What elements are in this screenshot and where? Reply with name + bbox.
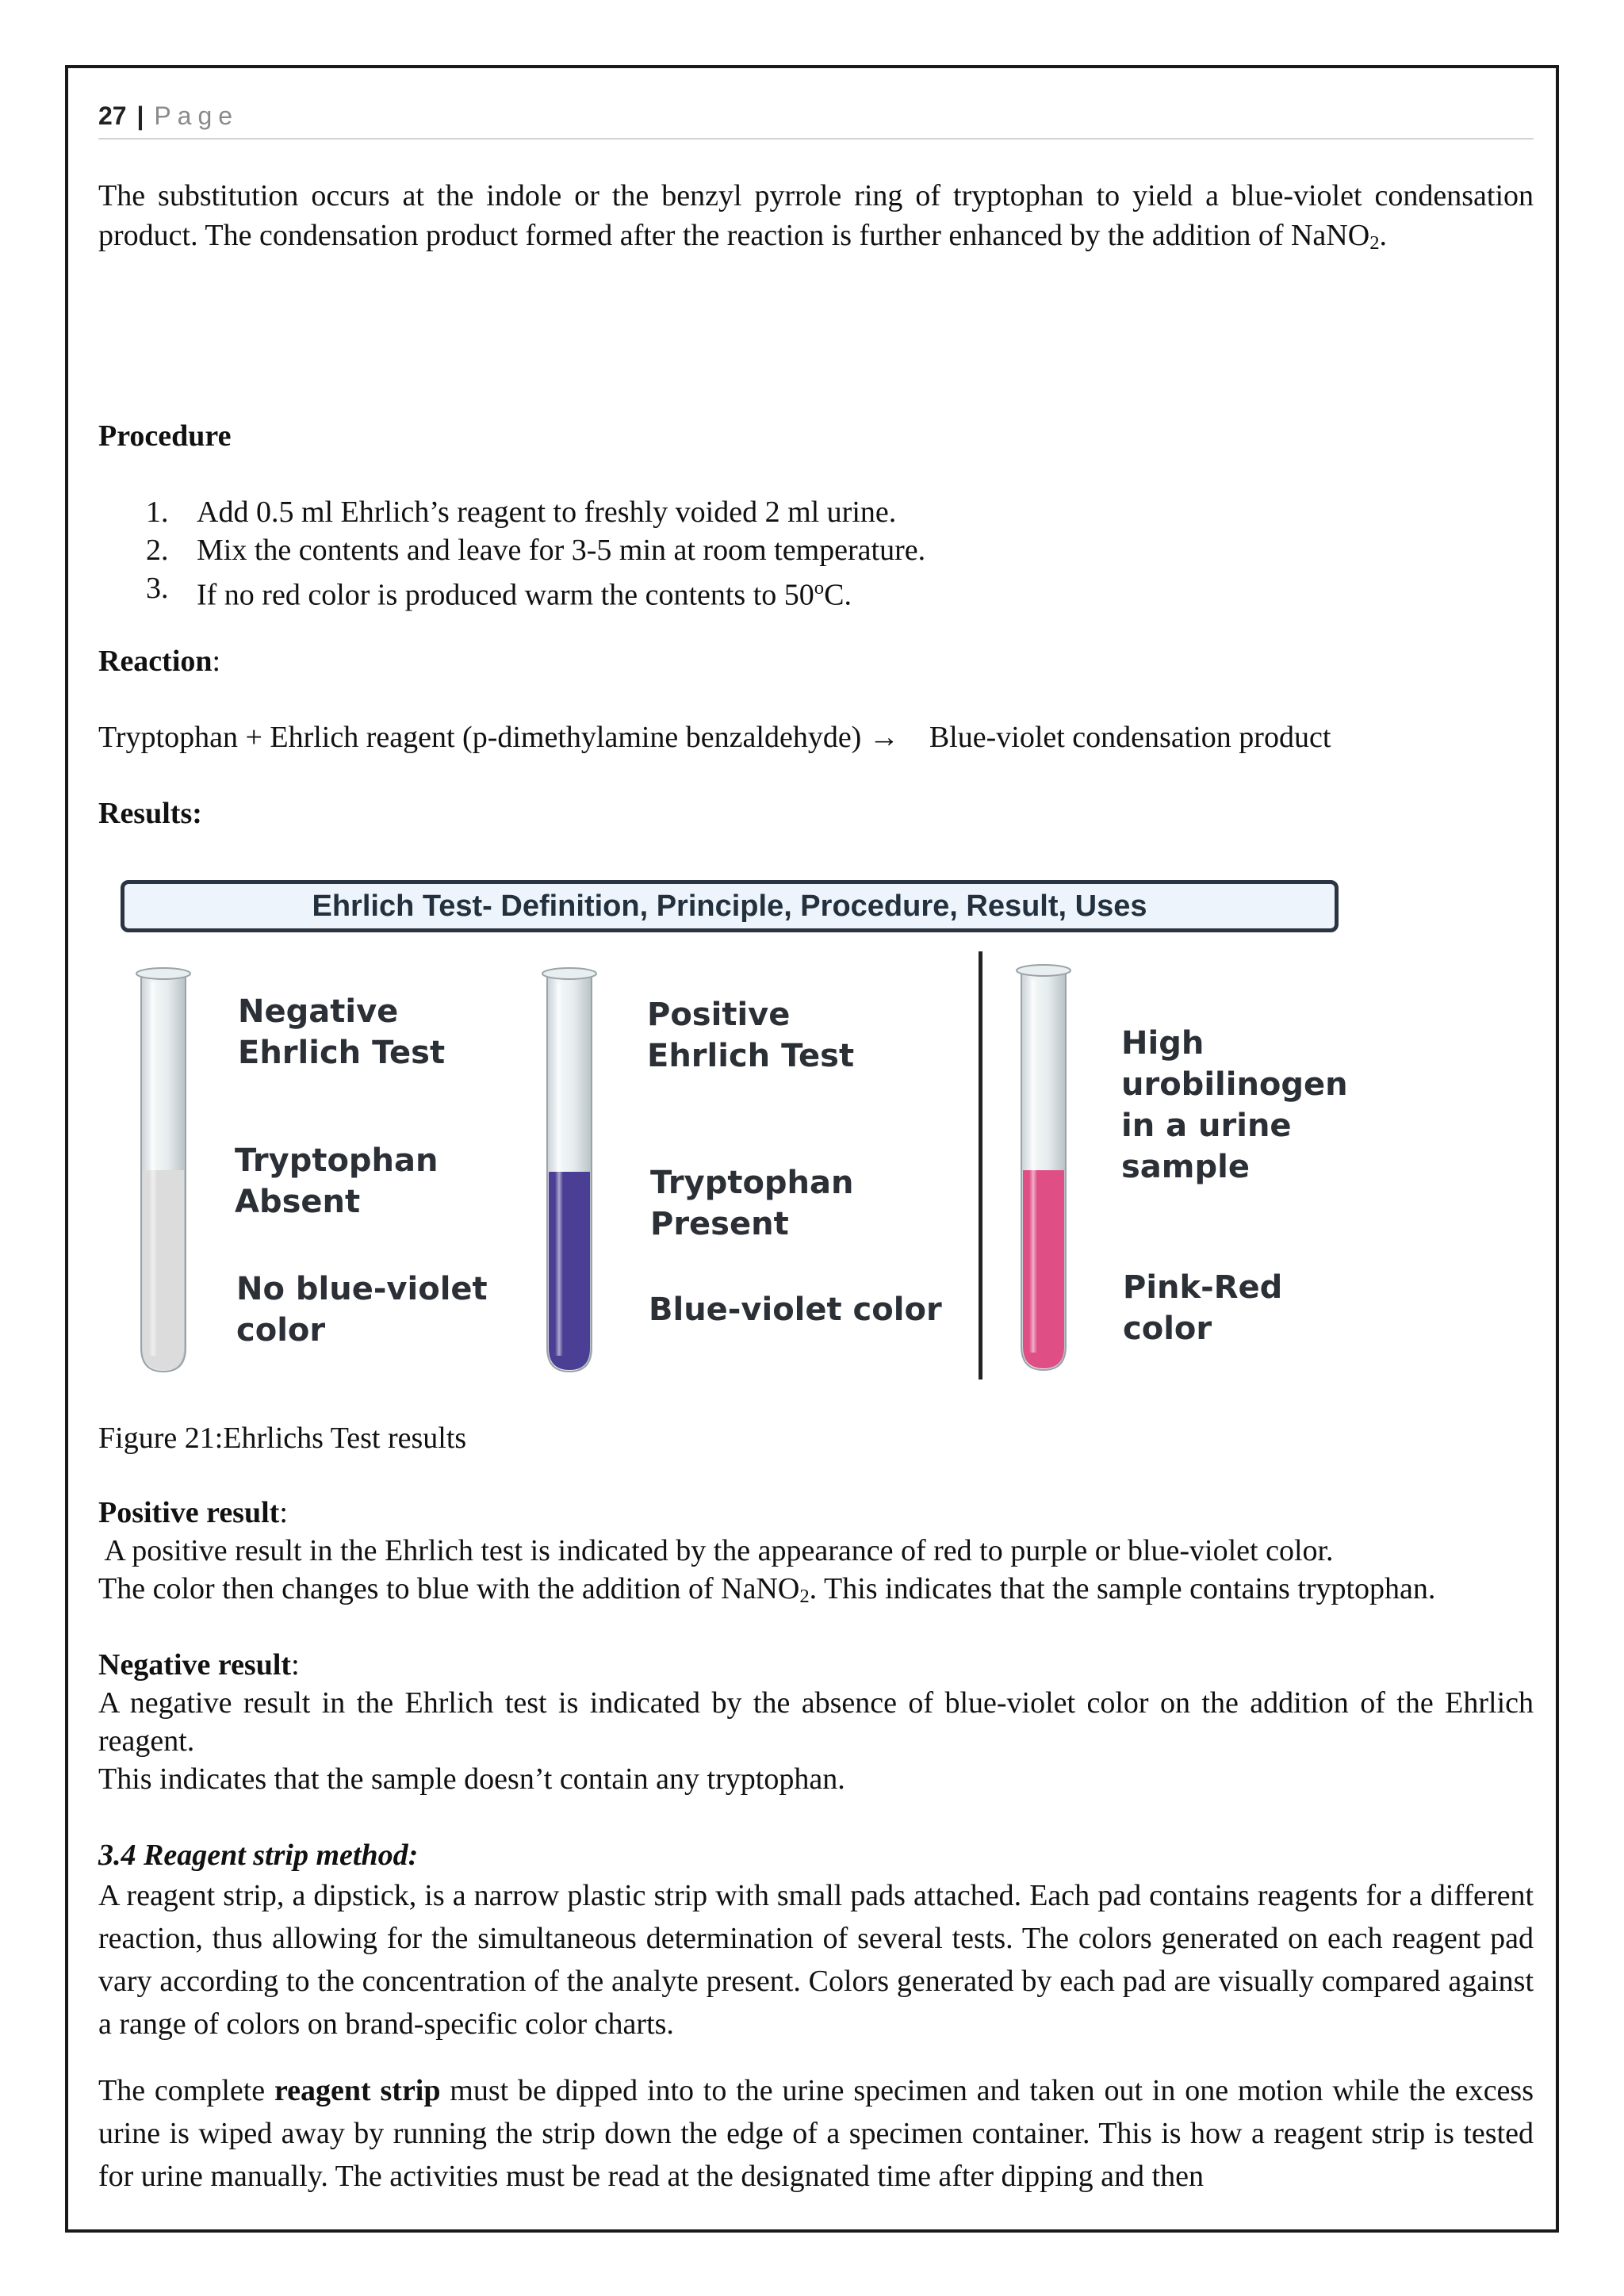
figure-caption: Figure 21:Ehrlichs Test results bbox=[98, 1422, 467, 1455]
positive-result-block: Positive result: A positive result in the Ehrlich test is indicated by the appearance of red to purple or blue-violet color. The color then changes to blue with the addition of NaNO$_2$. This indicates that the sample contains tryptophan. bbox=[98, 1494, 1534, 1616]
figure-divider bbox=[979, 951, 982, 1380]
positive-result-heading: Positive result: bbox=[98, 1496, 288, 1529]
results-heading: Results: bbox=[98, 797, 202, 830]
tube-positive bbox=[542, 968, 596, 1372]
negative-result-heading: Negative result: bbox=[98, 1648, 300, 1682]
urobilinogen-state-label: High urobilinogen in a urine sample bbox=[1121, 1025, 1348, 1185]
header-separator: | bbox=[136, 101, 144, 130]
list-item: 2. Mix the contents and leave for 3-5 min at room temperature. bbox=[146, 534, 926, 567]
page-label: Page bbox=[154, 101, 239, 130]
positive-color-label: Blue-violet color bbox=[649, 1292, 942, 1328]
list-item: 3. If no red color is produced warm the contents to 50$^o$C. bbox=[146, 572, 852, 612]
reagent-strip-paragraph-1: A reagent strip, a dipstick, is a narrow plastic strip with small pads attached. Each pad contains reagents for a different reaction, thus allowing for the simultaneous determination of several tests. The colors generated on each reagent pad vary according to the concentration of the analyte present. Colors generated by each pad are visually compared against a range of colors on brand-specific color charts. bbox=[98, 1879, 1534, 2041]
intro-paragraph: The substitution occurs at the indole or the benzyl pyrrole ring of tryptophan to yield a blue-violet condensation product. The condensation product formed after the reaction is further enhanced by the addition of NaNO$_2$. bbox=[98, 179, 1534, 254]
reaction-equation: Tryptophan + Ehrlich reagent (p-dimethylamine benzaldehyde) → Blue-violet condensation product bbox=[98, 721, 1331, 754]
reagent-strip-heading: 3.4 Reagent strip method: bbox=[98, 1839, 419, 1872]
liquid-urobilinogen bbox=[1023, 1170, 1064, 1368]
procedure-heading: Procedure bbox=[98, 419, 232, 453]
reaction-heading: Reaction: bbox=[98, 645, 221, 678]
procedure-list bbox=[146, 493, 925, 614]
figure-title: Ehrlich Test- Definition, Principle, Procedure, Result, Uses bbox=[121, 880, 1339, 932]
positive-state-label: Positive Ehrlich Test bbox=[647, 997, 855, 1074]
negative-result-block: Negative result: A negative result in the Ehrlich test is indicated by the absence of blue-violet color on the addition of the Ehrlich reagent. This indicates that the sample doesn’t contain any tryptophan. bbox=[98, 1646, 1534, 1798]
list-item: 1. Add 0.5 ml Ehrlich’s reagent to freshly voided 2 ml urine. bbox=[146, 496, 897, 529]
tube-negative bbox=[136, 968, 190, 1372]
negative-state-label: Negative Ehrlich Test bbox=[238, 993, 446, 1071]
positive-finding-label: Tryptophan Present bbox=[650, 1165, 854, 1242]
liquid-negative bbox=[143, 1170, 184, 1370]
liquid-positive bbox=[549, 1172, 590, 1370]
reagent-strip-paragraph-2: The complete reagent strip must be dipped into to the urine specimen and taken out in one motion while the excess urine is wiped away by running the strip down the edge of a specimen container. This is how a reagent strip is tested for urine manually. The activities must be read at the designated time after dipping and then bbox=[98, 2074, 1534, 2193]
ehrlich-test-figure bbox=[111, 872, 1364, 1380]
page-number: 27 bbox=[98, 101, 127, 130]
negative-finding-label: Tryptophan Absent bbox=[235, 1142, 439, 1220]
urobilinogen-color-label: Pink-Red color bbox=[1123, 1269, 1283, 1347]
page-header bbox=[98, 100, 1534, 140]
negative-color-label: No blue-violet color bbox=[236, 1271, 488, 1349]
tube-urobilinogen bbox=[1017, 965, 1071, 1370]
